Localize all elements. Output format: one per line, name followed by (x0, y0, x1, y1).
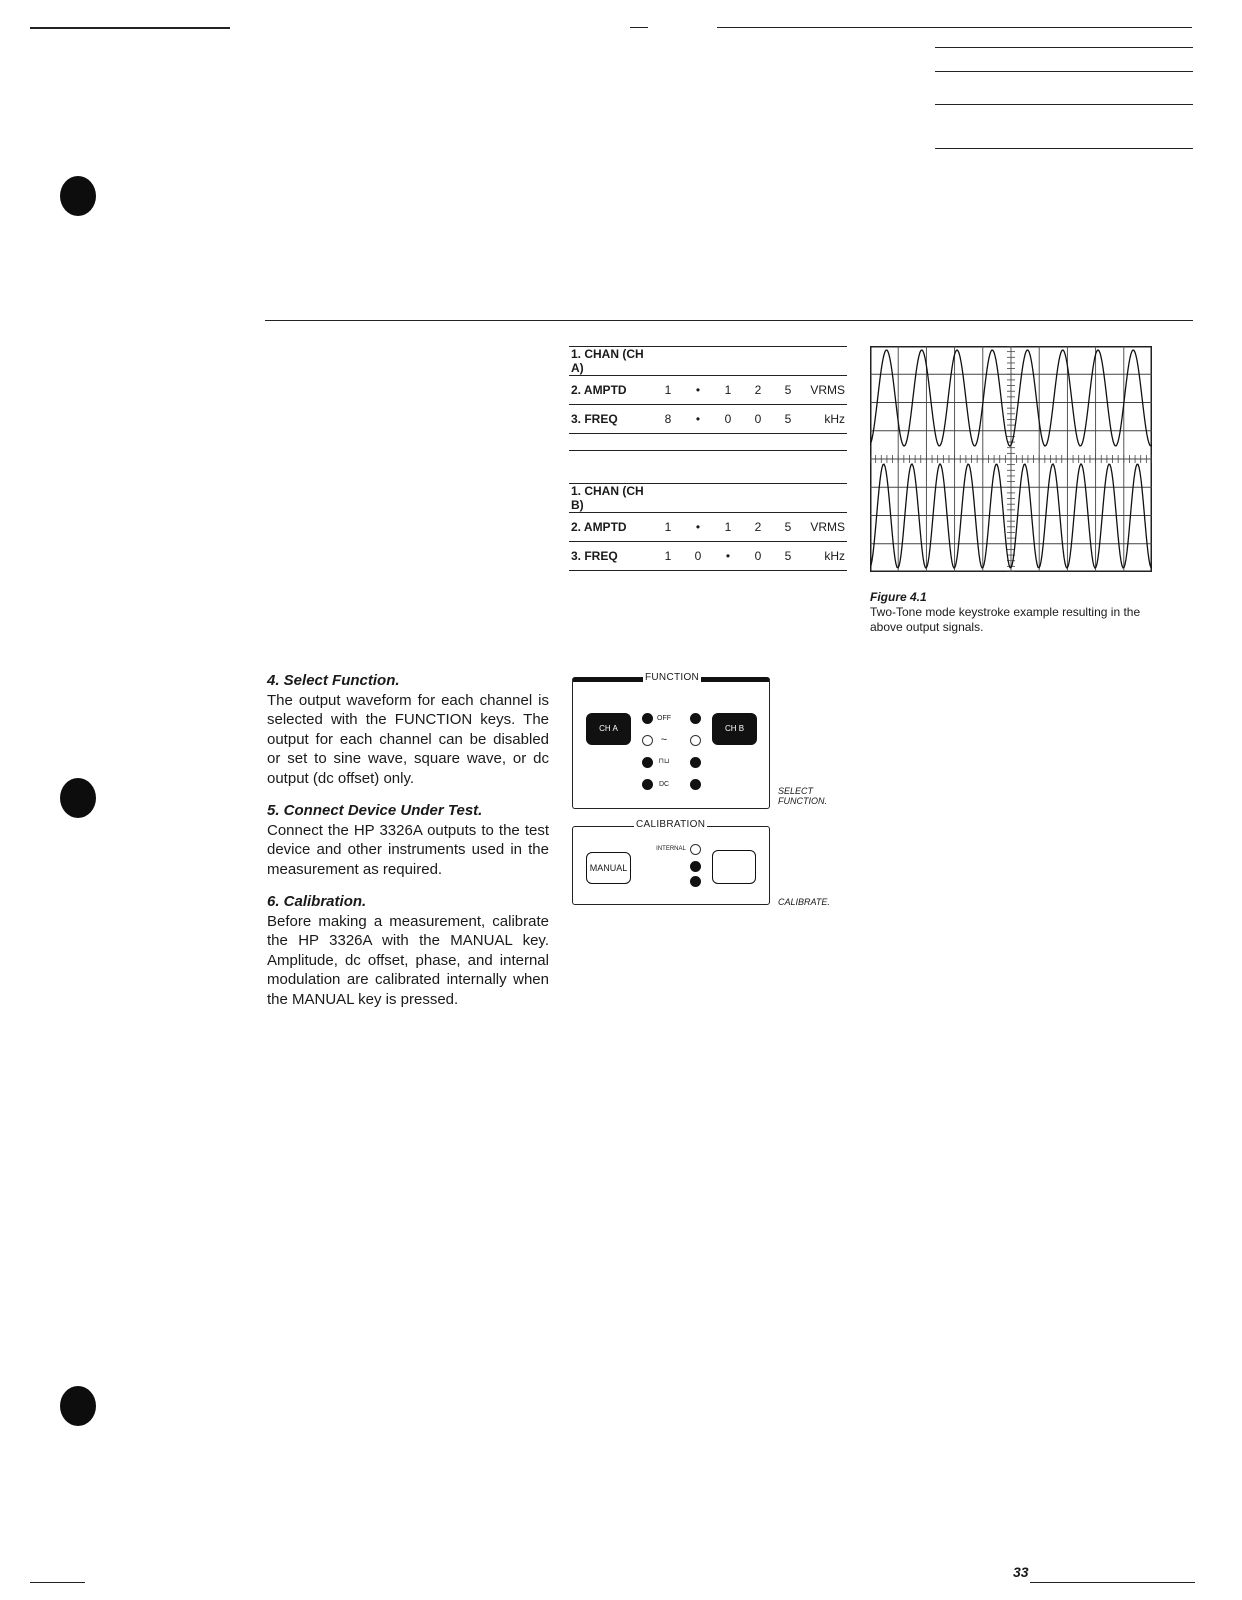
top-rule-center (630, 27, 648, 28)
ch-a-function-button[interactable]: CH A (586, 713, 631, 745)
figure-number: Figure 4.1 (870, 590, 927, 604)
led-icon (690, 844, 701, 855)
footer-rule (1030, 1582, 1195, 1583)
page-number: 33 (1013, 1564, 1029, 1580)
header-rule-1 (935, 47, 1193, 48)
binder-hole-top (60, 176, 96, 216)
section-rule (265, 320, 1193, 321)
section-body: The output waveform for each channel is selected with the FUNCTION keys. The output for each channel can be disabled or set to sine wave, square wave, or dc output (dc offset) only. (267, 691, 549, 787)
oscilloscope-figure (870, 346, 1152, 572)
header-rule-4 (935, 148, 1193, 149)
manual-calibrate-button[interactable]: MANUAL (586, 852, 631, 884)
table-row: 1. CHAN (CH B) (569, 484, 847, 513)
top-rule-left (30, 27, 230, 29)
calibration-panel-title: CALIBRATION (636, 819, 706, 830)
section-body: Connect the HP 3326A outputs to the test device and other instruments used in the measurement as required. (267, 821, 549, 878)
led-icon (690, 735, 701, 746)
sine-symbol: ~ (660, 734, 668, 746)
header-rule-3 (935, 104, 1193, 105)
figure-caption (870, 590, 1170, 635)
instruction-column (267, 671, 549, 1022)
led-icon (690, 861, 701, 872)
section-heading: 6. Calibration. (267, 893, 367, 910)
bottom-rule-left (30, 1582, 85, 1583)
led-icon (690, 757, 701, 768)
off-symbol: OFF (657, 715, 671, 722)
led-icon (690, 713, 701, 724)
binder-hole-middle (60, 778, 96, 818)
ch-b-function-button[interactable]: CH B (712, 713, 757, 745)
binder-hole-bottom (60, 1386, 96, 1426)
function-panel-title: FUNCTION (645, 672, 700, 683)
table-row: 2. AMPTD 1 • 1 2 5 VRMS (569, 513, 847, 542)
figure-caption-text: Two-Tone mode keystroke example resulting in the above output signals. (870, 605, 1141, 634)
section-body: Before making a measurement, calibrate the HP 3326A with the MANUAL key. Amplitude, dc offset, phase, and internal modulation are calibrated internally when the MANUAL key is pressed. (267, 912, 549, 1008)
table-row: 1. CHAN (CH A) (569, 347, 847, 376)
led-icon (690, 876, 701, 887)
header-rule-2 (935, 71, 1193, 72)
square-symbol: ⊓⊔ (658, 758, 670, 765)
select-function-label: SELECT FUNCTION. (778, 786, 827, 806)
table-row: 2. AMPTD 1 • 1 2 5 VRMS (569, 376, 847, 405)
top-rule-right (717, 27, 1192, 28)
section-heading: 5. Connect Device Under Test. (267, 802, 483, 819)
internal-label: INTERNAL (656, 846, 686, 852)
keystroke-table-ch-b (569, 483, 847, 571)
keystroke-table-ch-a (569, 346, 847, 451)
table-row: 3. FREQ 8 • 0 0 5 kHz (569, 405, 847, 434)
function-panel (572, 672, 770, 809)
dc-symbol: DC (658, 781, 670, 788)
table-row: 3. FREQ 1 0 • 0 5 kHz (569, 542, 847, 571)
calibration-panel (572, 819, 770, 905)
section-heading: 4. Select Function. (267, 672, 400, 689)
calibration-blank-key[interactable] (712, 850, 756, 884)
led-icon (690, 779, 701, 790)
calibrate-label: CALIBRATE. (778, 897, 830, 907)
